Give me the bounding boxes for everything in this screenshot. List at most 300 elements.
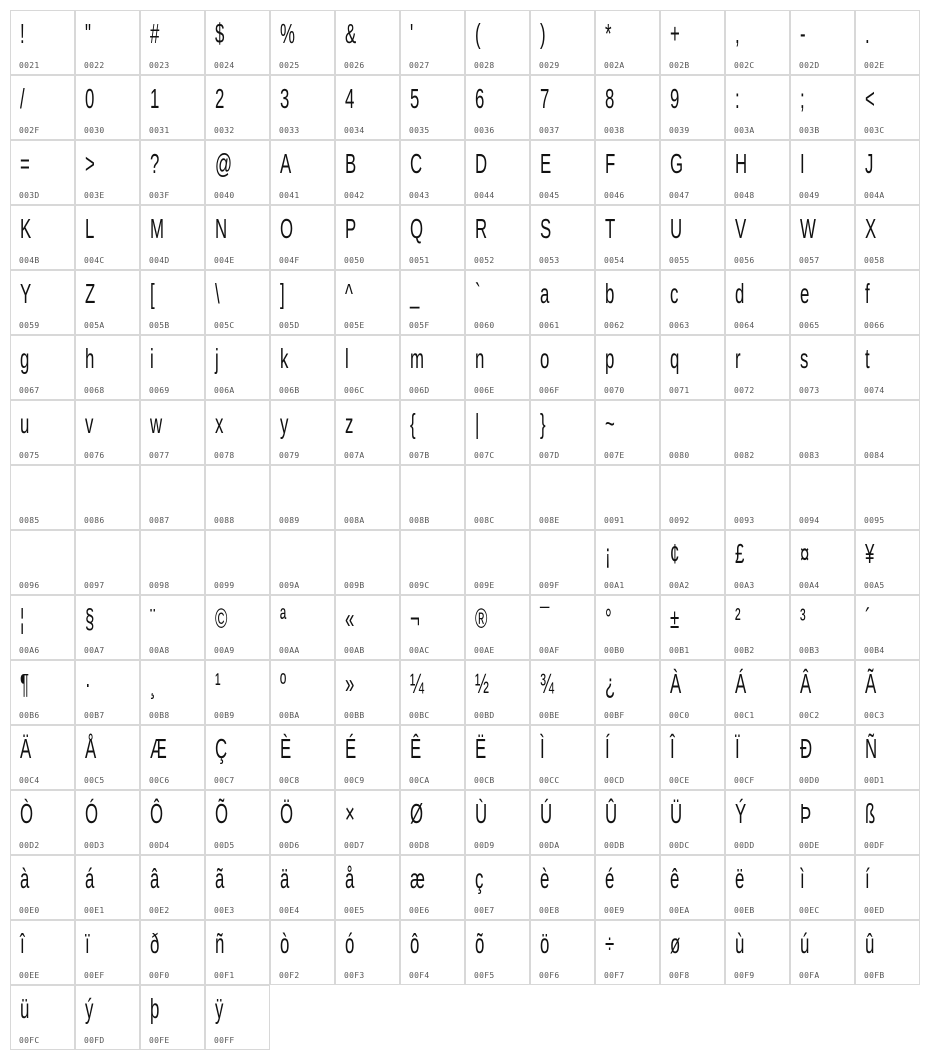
glyph-character: 7 — [540, 83, 550, 114]
glyph-codepoint: 006C — [344, 386, 365, 395]
glyph-codepoint: 00DA — [539, 841, 560, 850]
glyph-codepoint: 00CA — [409, 776, 430, 785]
glyph-codepoint: 00C9 — [344, 776, 365, 785]
glyph-codepoint: 00E3 — [214, 906, 235, 915]
glyph-character: ô — [410, 928, 420, 959]
glyph-character: ; — [800, 83, 805, 114]
glyph-character: d — [735, 278, 745, 309]
glyph-codepoint: 003F — [149, 191, 170, 200]
glyph-codepoint: 00DD — [734, 841, 755, 850]
glyph-character: : — [735, 83, 740, 114]
glyph-codepoint: 0055 — [669, 256, 690, 265]
glyph-cell — [205, 855, 270, 920]
glyph-cell — [10, 660, 75, 725]
glyph-character: Ñ — [865, 733, 878, 764]
glyph-character: # — [150, 18, 160, 49]
glyph-cell — [660, 595, 725, 660]
glyph-cell — [660, 660, 725, 725]
glyph-cell — [75, 400, 140, 465]
glyph-codepoint: 00C6 — [149, 776, 170, 785]
glyph-cell — [595, 790, 660, 855]
glyph-character: Ò — [20, 798, 34, 829]
glyph-codepoint: 00B7 — [84, 711, 105, 720]
glyph-codepoint: 0073 — [799, 386, 820, 395]
glyph-codepoint: 0096 — [19, 581, 40, 590]
glyph-character: ò — [280, 928, 290, 959]
glyph-cell — [790, 10, 855, 75]
glyph-codepoint: 005C — [214, 321, 235, 330]
glyph-cell — [400, 75, 465, 140]
glyph-cell — [205, 920, 270, 985]
glyph-cell — [855, 920, 920, 985]
glyph-cell — [530, 920, 595, 985]
glyph-cell — [270, 75, 335, 140]
glyph-cell — [270, 920, 335, 985]
glyph-cell — [75, 920, 140, 985]
glyph-cell — [855, 335, 920, 400]
glyph-cell — [465, 790, 530, 855]
glyph-codepoint: 0098 — [149, 581, 170, 590]
glyph-codepoint: 00D1 — [864, 776, 885, 785]
glyph-cell — [530, 205, 595, 270]
glyph-character: õ — [475, 928, 485, 959]
glyph-cell — [270, 595, 335, 660]
glyph-codepoint: 00D9 — [474, 841, 495, 850]
glyph-cell — [725, 465, 790, 530]
glyph-cell — [790, 205, 855, 270]
glyph-cell — [205, 465, 270, 530]
glyph-codepoint: 006D — [409, 386, 430, 395]
glyph-cell — [205, 725, 270, 790]
glyph-codepoint: 0059 — [19, 321, 40, 330]
glyph-codepoint: 00A3 — [734, 581, 755, 590]
glyph-cell — [270, 660, 335, 725]
glyph-codepoint: 007A — [344, 451, 365, 460]
glyph-character: ¦ — [20, 603, 25, 634]
glyph-character: Â — [800, 668, 812, 699]
glyph-codepoint: 00B4 — [864, 646, 885, 655]
glyph-cell — [465, 400, 530, 465]
glyph-codepoint: 004D — [149, 256, 170, 265]
glyph-cell — [595, 855, 660, 920]
glyph-cell — [660, 530, 725, 595]
glyph-cell — [140, 530, 205, 595]
glyph-cell — [140, 790, 205, 855]
glyph-cell — [205, 660, 270, 725]
glyph-character: â — [150, 863, 160, 894]
glyph-character: ~ — [605, 408, 615, 439]
glyph-codepoint: 0088 — [214, 516, 235, 525]
glyph-cell — [10, 10, 75, 75]
glyph-codepoint: 0076 — [84, 451, 105, 460]
glyph-cell — [10, 855, 75, 920]
glyph-codepoint: 0032 — [214, 126, 235, 135]
glyph-character: Ý — [735, 798, 747, 829]
glyph-cell — [595, 660, 660, 725]
glyph-cell — [725, 270, 790, 335]
glyph-codepoint: 0060 — [474, 321, 495, 330]
glyph-character: % — [280, 18, 295, 49]
glyph-character: þ — [150, 993, 160, 1024]
glyph-codepoint: 0025 — [279, 61, 300, 70]
glyph-codepoint: 008B — [409, 516, 430, 525]
glyph-character: è — [540, 863, 550, 894]
glyph-cell — [140, 400, 205, 465]
glyph-cell — [790, 465, 855, 530]
glyph-cell — [205, 270, 270, 335]
glyph-character: ² — [735, 603, 741, 634]
glyph-codepoint: 00C8 — [279, 776, 300, 785]
glyph-character: · — [85, 668, 91, 699]
glyph-character: ¹ — [215, 668, 221, 699]
glyph-cell — [530, 855, 595, 920]
glyph-codepoint: 00D0 — [799, 776, 820, 785]
glyph-cell — [10, 920, 75, 985]
glyph-codepoint: 0033 — [279, 126, 300, 135]
glyph-character: c — [670, 278, 679, 309]
glyph-cell — [400, 790, 465, 855]
glyph-character: ¸ — [150, 668, 156, 699]
glyph-character: H — [735, 148, 748, 179]
glyph-character: û — [865, 928, 875, 959]
glyph-character: ^ — [345, 278, 353, 309]
glyph-character: . — [865, 18, 870, 49]
glyph-codepoint: 0075 — [19, 451, 40, 460]
glyph-character: ! — [20, 18, 25, 49]
glyph-cell — [400, 920, 465, 985]
glyph-codepoint: 00B6 — [19, 711, 40, 720]
glyph-codepoint: 0034 — [344, 126, 365, 135]
glyph-codepoint: 0066 — [864, 321, 885, 330]
glyph-codepoint: 0094 — [799, 516, 820, 525]
glyph-cell — [10, 205, 75, 270]
glyph-cell — [465, 530, 530, 595]
glyph-cell — [725, 10, 790, 75]
glyph-codepoint: 00EC — [799, 906, 820, 915]
glyph-cell — [10, 595, 75, 660]
glyph-codepoint: 003C — [864, 126, 885, 135]
glyph-codepoint: 00D7 — [344, 841, 365, 850]
glyph-codepoint: 00CE — [669, 776, 690, 785]
glyph-codepoint: 00B3 — [799, 646, 820, 655]
glyph-codepoint: 00C4 — [19, 776, 40, 785]
glyph-cell — [140, 465, 205, 530]
glyph-cell — [465, 855, 530, 920]
glyph-cell — [270, 270, 335, 335]
glyph-cell — [595, 335, 660, 400]
glyph-codepoint: 00EE — [19, 971, 40, 980]
glyph-cell — [335, 725, 400, 790]
glyph-character: J — [865, 148, 874, 179]
glyph-codepoint: 006B — [279, 386, 300, 395]
glyph-character: C — [410, 148, 423, 179]
glyph-codepoint: 0041 — [279, 191, 300, 200]
glyph-cell — [595, 10, 660, 75]
glyph-cell — [140, 920, 205, 985]
glyph-character: ð — [150, 928, 160, 959]
glyph-cell — [465, 725, 530, 790]
glyph-codepoint: 006F — [539, 386, 560, 395]
glyph-codepoint: 0064 — [734, 321, 755, 330]
glyph-codepoint: 0086 — [84, 516, 105, 525]
glyph-codepoint: 002C — [734, 61, 755, 70]
glyph-character: 9 — [670, 83, 680, 114]
glyph-character: ì — [800, 863, 805, 894]
glyph-codepoint: 00FA — [799, 971, 820, 980]
glyph-codepoint: 00DC — [669, 841, 690, 850]
glyph-codepoint: 009B — [344, 581, 365, 590]
glyph-codepoint: 00BC — [409, 711, 430, 720]
glyph-cell — [790, 855, 855, 920]
glyph-cell — [75, 335, 140, 400]
glyph-codepoint: 00AA — [279, 646, 300, 655]
glyph-codepoint: 00FD — [84, 1036, 105, 1045]
glyph-character: Ì — [540, 733, 545, 764]
glyph-cell — [660, 790, 725, 855]
glyph-codepoint: 00F7 — [604, 971, 625, 980]
glyph-codepoint: 00BF — [604, 711, 625, 720]
glyph-cell — [530, 10, 595, 75]
glyph-codepoint: 00D4 — [149, 841, 170, 850]
glyph-cell — [725, 205, 790, 270]
glyph-cell — [10, 725, 75, 790]
glyph-codepoint: 002E — [864, 61, 885, 70]
glyph-cell — [790, 530, 855, 595]
glyph-codepoint: 006E — [474, 386, 495, 395]
glyph-character: ¼ — [410, 668, 425, 699]
glyph-codepoint: 00F4 — [409, 971, 430, 980]
glyph-character: I — [800, 148, 805, 179]
glyph-character: Ã — [865, 668, 877, 699]
glyph-character: o — [540, 343, 550, 374]
glyph-codepoint: 00B9 — [214, 711, 235, 720]
glyph-codepoint: 0072 — [734, 386, 755, 395]
glyph-cell — [270, 530, 335, 595]
glyph-cell — [270, 400, 335, 465]
glyph-cell — [465, 595, 530, 660]
glyph-codepoint: 0078 — [214, 451, 235, 460]
glyph-character: Y — [20, 278, 32, 309]
glyph-codepoint: 0067 — [19, 386, 40, 395]
glyph-cell — [855, 725, 920, 790]
glyph-cell — [400, 725, 465, 790]
glyph-codepoint: 00C7 — [214, 776, 235, 785]
glyph-cell — [335, 10, 400, 75]
glyph-cell — [400, 10, 465, 75]
glyph-cell — [205, 10, 270, 75]
glyph-codepoint: 002D — [799, 61, 820, 70]
glyph-cell — [205, 985, 270, 1050]
glyph-cell — [205, 790, 270, 855]
glyph-cell — [140, 335, 205, 400]
glyph-cell — [10, 140, 75, 205]
glyph-codepoint: 00A8 — [149, 646, 170, 655]
glyph-cell — [790, 920, 855, 985]
glyph-codepoint: 00F8 — [669, 971, 690, 980]
glyph-codepoint: 005B — [149, 321, 170, 330]
glyph-codepoint: 0029 — [539, 61, 560, 70]
glyph-cell — [140, 725, 205, 790]
glyph-cell — [595, 725, 660, 790]
glyph-codepoint: 004B — [19, 256, 40, 265]
glyph-cell — [75, 660, 140, 725]
glyph-character: Á — [735, 668, 747, 699]
glyph-cell — [725, 725, 790, 790]
glyph-codepoint: 0062 — [604, 321, 625, 330]
glyph-codepoint: 0054 — [604, 256, 625, 265]
glyph-cell — [465, 75, 530, 140]
glyph-cell — [595, 400, 660, 465]
glyph-cell — [205, 205, 270, 270]
glyph-codepoint: 00FE — [149, 1036, 170, 1045]
glyph-codepoint: 002B — [669, 61, 690, 70]
glyph-cell — [465, 660, 530, 725]
glyph-cell — [855, 10, 920, 75]
glyph-cell — [855, 595, 920, 660]
glyph-codepoint: 00F6 — [539, 971, 560, 980]
glyph-cell — [335, 140, 400, 205]
glyph-character: 6 — [475, 83, 485, 114]
glyph-character: 2 — [215, 83, 225, 114]
glyph-cell — [725, 855, 790, 920]
glyph-character: é — [605, 863, 615, 894]
glyph-codepoint: 0053 — [539, 256, 560, 265]
glyph-character: e — [800, 278, 810, 309]
glyph-cell — [270, 790, 335, 855]
glyph-codepoint: 0038 — [604, 126, 625, 135]
glyph-cell — [725, 790, 790, 855]
glyph-cell — [10, 790, 75, 855]
glyph-codepoint: 0061 — [539, 321, 560, 330]
glyph-cell — [10, 465, 75, 530]
glyph-character: É — [345, 733, 357, 764]
glyph-cell — [660, 725, 725, 790]
glyph-character: ( — [475, 18, 481, 49]
glyph-codepoint: 0082 — [734, 451, 755, 460]
glyph-cell — [790, 75, 855, 140]
glyph-cell — [595, 270, 660, 335]
glyph-cell — [725, 400, 790, 465]
glyph-character: ½ — [475, 668, 490, 699]
glyph-character: b — [605, 278, 615, 309]
glyph-character: ] — [280, 278, 285, 309]
glyph-codepoint: 00F2 — [279, 971, 300, 980]
glyph-cell — [75, 530, 140, 595]
glyph-character: N — [215, 213, 228, 244]
glyph-cell — [75, 855, 140, 920]
glyph-character: > — [85, 148, 95, 179]
glyph-cell — [335, 790, 400, 855]
glyph-cell — [855, 855, 920, 920]
glyph-codepoint: 0044 — [474, 191, 495, 200]
glyph-codepoint: 00DE — [799, 841, 820, 850]
glyph-cell — [790, 335, 855, 400]
glyph-codepoint: 004F — [279, 256, 300, 265]
glyph-character: E — [540, 148, 552, 179]
glyph-codepoint: 008E — [539, 516, 560, 525]
glyph-cell — [725, 75, 790, 140]
glyph-codepoint: 007C — [474, 451, 495, 460]
glyph-character: º — [280, 668, 287, 699]
glyph-character: Û — [605, 798, 618, 829]
glyph-codepoint: 00BB — [344, 711, 365, 720]
glyph-codepoint: 0045 — [539, 191, 560, 200]
glyph-codepoint: 005F — [409, 321, 430, 330]
glyph-cell — [530, 660, 595, 725]
glyph-cell — [530, 790, 595, 855]
glyph-cell — [140, 855, 205, 920]
glyph-cell — [530, 335, 595, 400]
glyph-codepoint: 00A9 — [214, 646, 235, 655]
glyph-codepoint: 00BD — [474, 711, 495, 720]
glyph-character: O — [280, 213, 294, 244]
glyph-character: T — [605, 213, 616, 244]
glyph-character: 4 — [345, 83, 355, 114]
glyph-cell — [660, 465, 725, 530]
glyph-codepoint: 00D8 — [409, 841, 430, 850]
glyph-codepoint: 0069 — [149, 386, 170, 395]
glyph-character: A — [280, 148, 292, 179]
glyph-character: ú — [800, 928, 810, 959]
glyph-character: Ó — [85, 798, 99, 829]
glyph-character: t — [865, 343, 870, 374]
glyph-cell — [725, 920, 790, 985]
glyph-character: ã — [215, 863, 225, 894]
glyph-codepoint: 0043 — [409, 191, 430, 200]
glyph-cell — [855, 205, 920, 270]
glyph-codepoint: 0046 — [604, 191, 625, 200]
glyph-cell — [140, 140, 205, 205]
glyph-character: Ô — [150, 798, 164, 829]
glyph-codepoint: 00A2 — [669, 581, 690, 590]
glyph-character: } — [540, 408, 546, 439]
glyph-character: æ — [410, 863, 425, 894]
glyph-cell — [660, 75, 725, 140]
glyph-cell — [140, 595, 205, 660]
glyph-codepoint: 00A4 — [799, 581, 820, 590]
glyph-codepoint: 00F1 — [214, 971, 235, 980]
glyph-character: ¤ — [800, 538, 810, 569]
glyph-character: < — [865, 83, 875, 114]
glyph-character: 1 — [150, 83, 160, 114]
glyph-codepoint: 00E4 — [279, 906, 300, 915]
glyph-codepoint: 007E — [604, 451, 625, 460]
glyph-cell — [855, 140, 920, 205]
glyph-codepoint: 0097 — [84, 581, 105, 590]
glyph-character: \ — [215, 278, 220, 309]
glyph-cell — [335, 335, 400, 400]
glyph-cell — [140, 985, 205, 1050]
glyph-codepoint: 0030 — [84, 126, 105, 135]
glyph-chart-grid — [10, 10, 920, 1050]
glyph-cell — [725, 335, 790, 400]
glyph-codepoint: 008C — [474, 516, 495, 525]
glyph-codepoint: 004E — [214, 256, 235, 265]
glyph-codepoint: 00FC — [19, 1036, 40, 1045]
glyph-codepoint: 0027 — [409, 61, 430, 70]
glyph-character: + — [670, 18, 680, 49]
glyph-codepoint: 009F — [539, 581, 560, 590]
glyph-character: x — [215, 408, 224, 439]
glyph-character: » — [345, 668, 355, 699]
glyph-character: j — [215, 343, 219, 374]
glyph-cell — [530, 725, 595, 790]
glyph-cell — [205, 530, 270, 595]
glyph-codepoint: 005A — [84, 321, 105, 330]
glyph-codepoint: 00AC — [409, 646, 430, 655]
glyph-character: f — [865, 278, 870, 309]
glyph-codepoint: 00E5 — [344, 906, 365, 915]
